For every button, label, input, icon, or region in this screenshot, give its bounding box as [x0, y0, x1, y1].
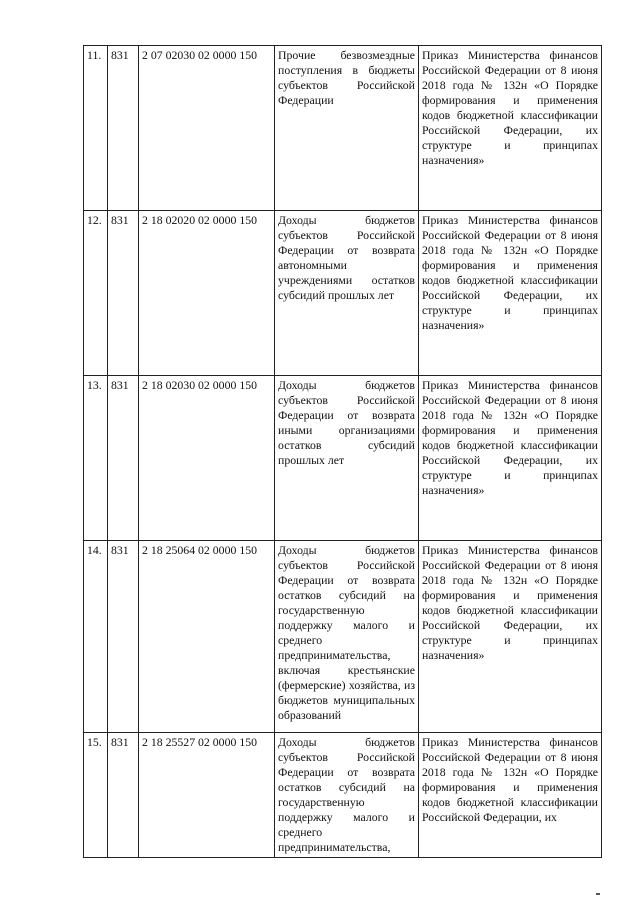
row-number: 14. [84, 541, 108, 733]
budget-classification-code: 2 07 02030 02 0000 150 [139, 46, 275, 211]
budget-classification-code: 2 18 25527 02 0000 150 [139, 733, 275, 858]
legal-basis: Приказ Министерства финансов Российской Федерации от 8 июня 2018 года № 132н «О Порядке формирования и применения кодов бюджетной классификации Российской Федерации, их структуре и принципах назначения» [419, 46, 602, 211]
revenue-name: Доходы бюджетов субъектов Российской Федерации от возврата остатков субсидий на государственную поддержку малого и среднего предпринимательства, включая крестьянские (фермерские) хозяйства, из бюджетов муниципальных образований [275, 541, 419, 733]
budget-classification-code: 2 18 25064 02 0000 150 [139, 541, 275, 733]
table-row [84, 376, 602, 541]
row-number: 11. [84, 46, 108, 211]
legal-basis: Приказ Министерства финансов Российской Федерации от 8 июня 2018 года № 132н «О Порядке формирования и применения кодов бюджетной классификации Российской Федерации, их структуре и принципах назначения» [419, 541, 602, 733]
page-corner-mark [596, 893, 600, 895]
revenue-name: Доходы бюджетов субъектов Российской Федерации от возврата автономными учреждениями остатков субсидий прошлых лет [275, 211, 419, 376]
admin-code: 831 [108, 733, 139, 858]
admin-code: 831 [108, 376, 139, 541]
table-row [84, 46, 602, 211]
admin-code: 831 [108, 46, 139, 211]
row-number: 13. [84, 376, 108, 541]
budget-classification-code: 2 18 02020 02 0000 150 [139, 211, 275, 376]
revenue-name: Доходы бюджетов субъектов Российской Федерации от возврата иными организациями остатков субсидий прошлых лет [275, 376, 419, 541]
revenue-name: Доходы бюджетов субъектов Российской Федерации от возврата остатков субсидий на государственную поддержку малого и среднего предпринимательства, [275, 733, 419, 858]
revenue-name: Прочие безвозмездные поступления в бюджеты субъектов Российской Федерации [275, 46, 419, 211]
admin-code: 831 [108, 541, 139, 733]
legal-basis: Приказ Министерства финансов Российской Федерации от 8 июня 2018 года № 132н «О Порядке формирования и применения кодов бюджетной классификации Российской Федерации, их структуре и принципах назначения» [419, 211, 602, 376]
budget-classification-code: 2 18 02030 02 0000 150 [139, 376, 275, 541]
revenue-codes-table [83, 45, 602, 858]
table-row [84, 733, 602, 858]
legal-basis: Приказ Министерства финансов Российской Федерации от 8 июня 2018 года № 132н «О Порядке формирования и применения кодов бюджетной классификации Российской Федерации, их [419, 733, 602, 858]
table-row [84, 541, 602, 733]
admin-code: 831 [108, 211, 139, 376]
row-number: 12. [84, 211, 108, 376]
table-row [84, 211, 602, 376]
legal-basis: Приказ Министерства финансов Российской Федерации от 8 июня 2018 года № 132н «О Порядке формирования и применения кодов бюджетной классификации Российской Федерации, их структуре и принципах назначения» [419, 376, 602, 541]
row-number: 15. [84, 733, 108, 858]
